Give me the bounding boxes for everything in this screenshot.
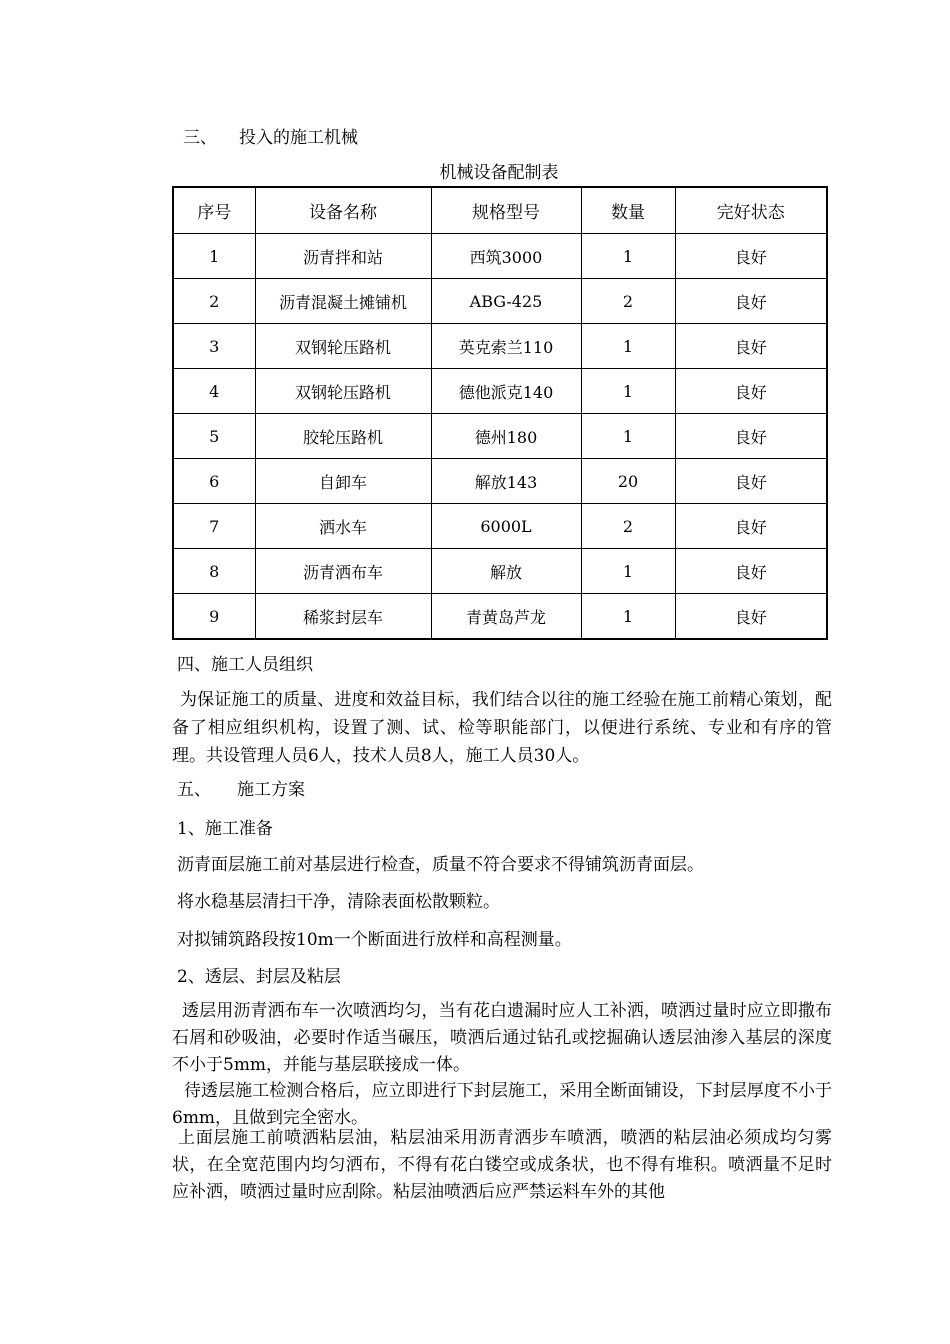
table-cell: 8 xyxy=(173,549,255,594)
subsection-1-heading: 1、施工准备 xyxy=(177,819,273,839)
table-cell: 沥青混凝土摊铺机 xyxy=(255,279,431,324)
table-row xyxy=(173,369,827,414)
table-cell: 4 xyxy=(173,369,255,414)
table-cell: 2 xyxy=(581,504,675,549)
table-cell: 1 xyxy=(173,234,255,279)
header-cell: 设备名称 xyxy=(255,187,431,234)
table-cell: 良好 xyxy=(675,279,827,324)
prep-line: 对拟铺筑路段按10m一个断面进行放样和高程测量。 xyxy=(177,930,572,950)
table-caption: 机械设备配制表 xyxy=(439,163,559,183)
table-row xyxy=(173,324,827,369)
header-cell: 完好状态 xyxy=(675,187,827,234)
subsection-2-heading: 2、透层、封层及粘层 xyxy=(177,967,341,987)
section-3-number: 三、 xyxy=(183,128,217,148)
section-5-heading xyxy=(177,779,305,801)
header-cell: 数量 xyxy=(581,187,675,234)
table-row xyxy=(173,549,827,594)
table-row xyxy=(173,234,827,279)
table-cell: 6 xyxy=(173,459,255,504)
table-row xyxy=(173,279,827,324)
table-cell: 7 xyxy=(173,504,255,549)
table-cell: 解放 xyxy=(431,549,581,594)
table-cell: 双钢轮压路机 xyxy=(255,369,431,414)
table-cell: 3 xyxy=(173,324,255,369)
table-cell: 青黄岛芦龙 xyxy=(431,594,581,640)
table-cell: 1 xyxy=(581,324,675,369)
table-row xyxy=(173,594,827,640)
table-cell: 德他派克140 xyxy=(431,369,581,414)
table-cell: 6000L xyxy=(431,504,581,549)
table-header-row xyxy=(173,187,827,234)
table-row xyxy=(173,459,827,504)
section-5-title: 施工方案 xyxy=(237,780,305,800)
tack-coat-paragraph: 上面层施工前喷洒粘层油，粘层油采用沥青洒步车喷洒，喷洒的粘层油必须成均匀雾状，在全宽范围内均匀洒布，不得有花白镂空或成条状，也不得有堆积。喷洒量不足时应补洒，喷洒过量时应刮除。粘层油喷洒后应严禁运料车外的其他 xyxy=(172,1128,832,1202)
table-cell: 双钢轮压路机 xyxy=(255,324,431,369)
equipment-table xyxy=(172,186,828,640)
table-cell: 2 xyxy=(581,279,675,324)
table-cell: 1 xyxy=(581,594,675,640)
table-cell: 良好 xyxy=(675,594,827,640)
table-cell: 良好 xyxy=(675,414,827,459)
header-cell: 规格型号 xyxy=(431,187,581,234)
section-3-heading xyxy=(183,127,358,149)
table-cell: 9 xyxy=(173,594,255,640)
table-cell: 1 xyxy=(581,549,675,594)
table-cell: 1 xyxy=(581,414,675,459)
section-4-heading: 四、施工人员组织 xyxy=(177,655,313,675)
prep-line: 将水稳基层清扫干净，清除表面松散颗粒。 xyxy=(177,892,500,912)
prep-line: 沥青面层施工前对基层进行检查，质量不符合要求不得铺筑沥青面层。 xyxy=(177,855,704,875)
table-cell: 西筑3000 xyxy=(431,234,581,279)
seal-coat-paragraph: 待透层施工检测合格后，应立即进行下封层施工，采用全断面铺设，下封层厚度不小于6mm，且做到完全密水。 xyxy=(172,1081,832,1128)
table-cell: 20 xyxy=(581,459,675,504)
table-cell: 沥青拌和站 xyxy=(255,234,431,279)
table-cell: 良好 xyxy=(675,369,827,414)
header-cell: 序号 xyxy=(173,187,255,234)
section-3-title: 投入的施工机械 xyxy=(239,128,358,148)
table-cell: 沥青洒布车 xyxy=(255,549,431,594)
prime-coat-paragraph: 透层用沥青洒布车一次喷洒均匀，当有花白遗漏时应人工补洒，喷洒过量时应立即撒布石屑和砂吸油，必要时作适当碾压，喷洒后通过钻孔或挖掘确认透层油渗入基层的深度不小于5mm，并能与基层联接成一体。 xyxy=(172,1001,832,1075)
table-cell: 良好 xyxy=(675,549,827,594)
table-row xyxy=(173,414,827,459)
table-row xyxy=(173,504,827,549)
table-cell: 良好 xyxy=(675,459,827,504)
table-cell: 良好 xyxy=(675,324,827,369)
table-cell: 良好 xyxy=(675,504,827,549)
section-5-number: 五、 xyxy=(177,780,211,800)
table-cell: 洒水车 xyxy=(255,504,431,549)
table-cell: 5 xyxy=(173,414,255,459)
table-cell: 1 xyxy=(581,369,675,414)
table-cell: 英克索兰110 xyxy=(431,324,581,369)
table-cell: 胶轮压路机 xyxy=(255,414,431,459)
table-cell: 2 xyxy=(173,279,255,324)
section-4-paragraph: 为保证施工的质量、进度和效益目标，我们结合以往的施工经验在施工前精心策划，配备了相应组织机构，设置了测、试、检等职能部门，以便进行系统、专业和有序的管理。共设管理人员6人，技术人员8人，施工人员30人。 xyxy=(172,690,832,766)
table-cell: 德州180 xyxy=(431,414,581,459)
table-cell: 1 xyxy=(581,234,675,279)
table-cell: 稀浆封层车 xyxy=(255,594,431,640)
table-cell: 自卸车 xyxy=(255,459,431,504)
table-cell: 解放143 xyxy=(431,459,581,504)
table-cell: 良好 xyxy=(675,234,827,279)
table-cell: ABG-425 xyxy=(431,279,581,324)
